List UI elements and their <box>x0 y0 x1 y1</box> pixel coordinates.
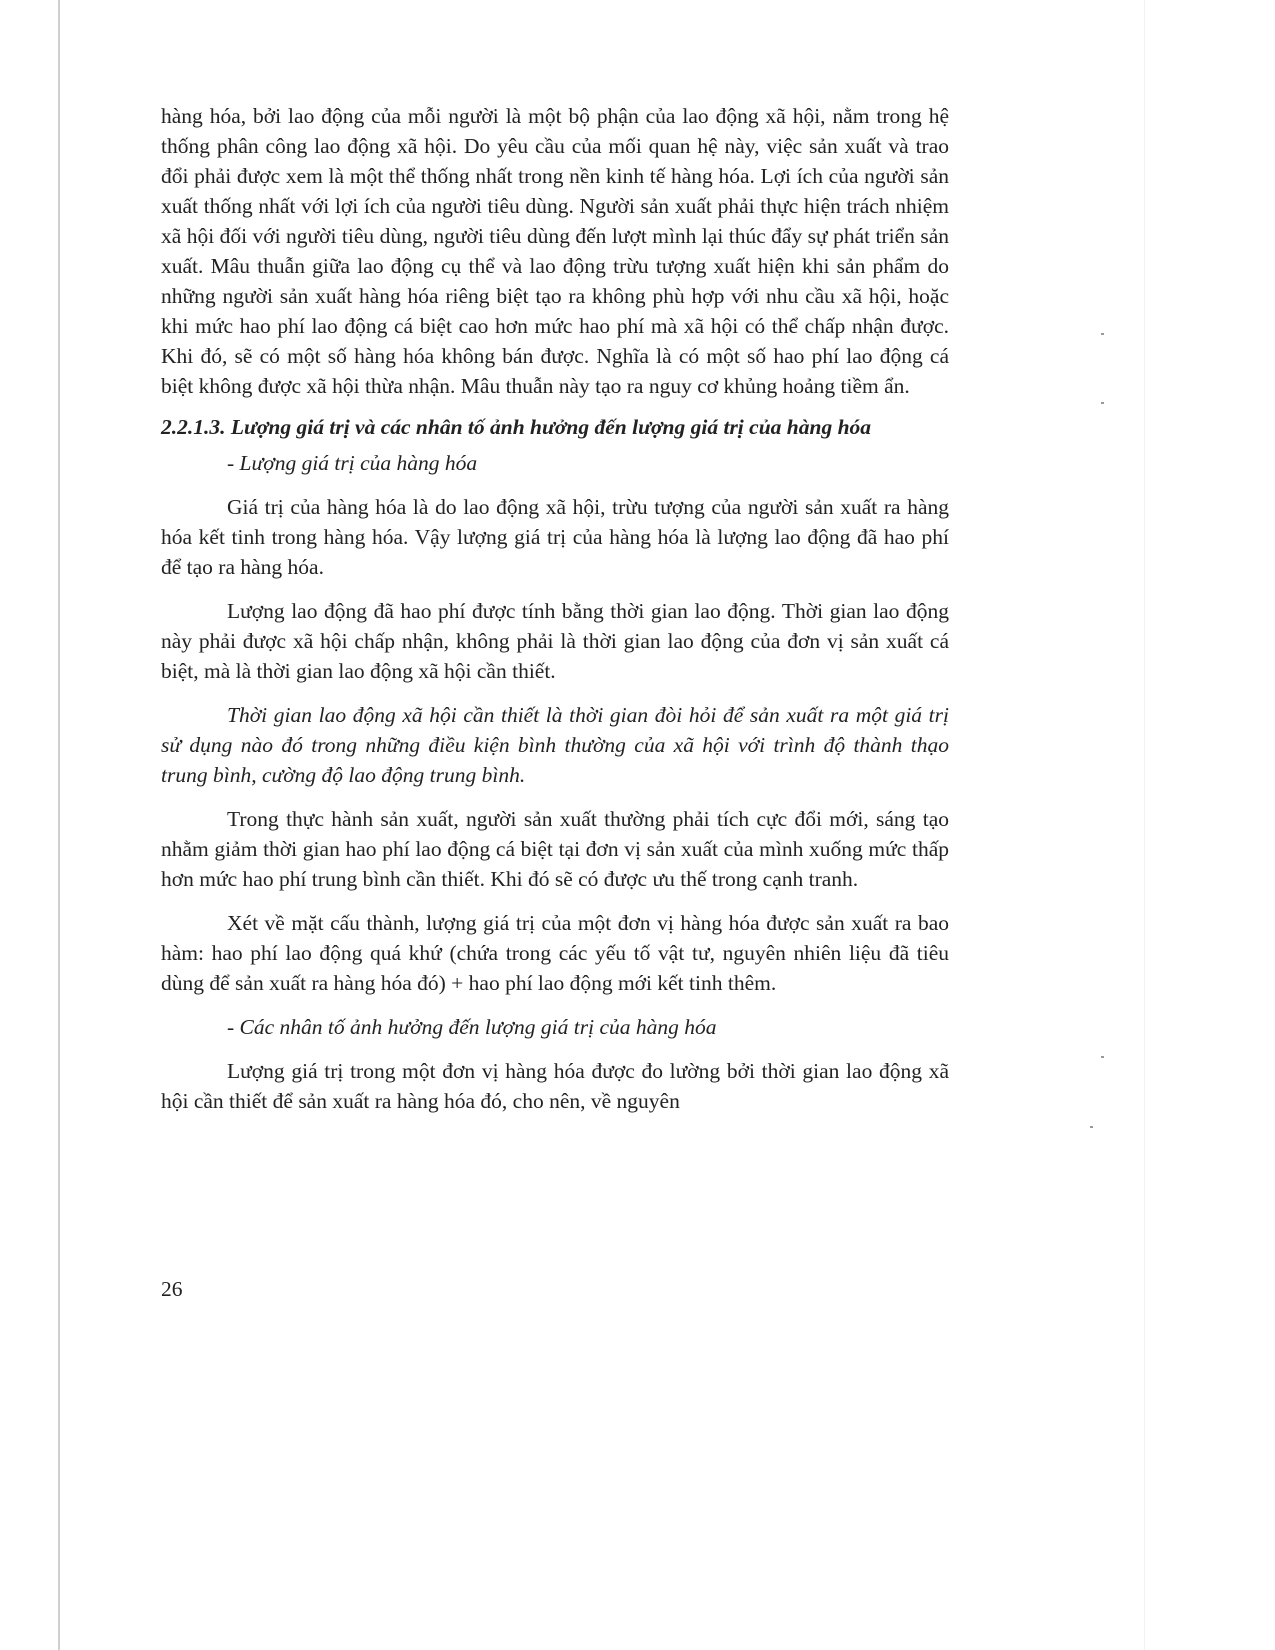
scan-speck <box>1101 402 1104 404</box>
paragraph-labor-time: Lượng lao động đã hao phí được tính bằng thời gian lao động. Thời gian lao động này phải được xã hội chấp nhận, không phải là thời gian lao động của đơn vị sản xuất cá biệt, mà là thời gian lao động xã hội cần thiết. <box>161 599 949 683</box>
scan-speck <box>1101 333 1104 335</box>
paragraph-value-definition: Giá trị của hàng hóa là do lao động xã hội, trừu tượng của người sản xuất ra hàng hóa kết tinh trong hàng hóa. Vậy lượng giá trị của hàng hóa là lượng lao động đã hao phí để tạo ra hàng hóa. <box>161 495 949 579</box>
page-number: 26 <box>161 1277 183 1301</box>
scan-speck <box>1090 1126 1093 1128</box>
paragraph-measurement: Lượng giá trị trong một đơn vị hàng hóa được đo lường bởi thời gian lao động xã hội cần thiết để sản xuất ra hàng hóa đó, cho nên, về nguyên <box>161 1059 949 1113</box>
subheading-factors: - Các nhân tố ảnh hưởng đến lượng giá trị của hàng hóa <box>227 1015 717 1039</box>
subheading-value-amount: - Lượng giá trị của hàng hóa <box>227 451 478 475</box>
paragraph-definition-italic: Thời gian lao động xã hội cần thiết là thời gian đòi hỏi để sản xuất ra một giá trị sử dụng nào đó trong những điều kiện bình thường của xã hội với trình độ thành thạo trung bình, cường độ lao động trung bình. <box>161 703 949 787</box>
scan-page-edge <box>58 0 60 1650</box>
paragraph-composition: Xét về mặt cấu thành, lượng giá trị của một đơn vị hàng hóa được sản xuất ra bao hàm: hao phí lao động quá khứ (chứa trong các yếu tố vật tư, nguyên nhiên liệu đã tiêu dùng để sản xuất ra hàng hóa đó) + hao phí lao động mới kết tinh thêm. <box>161 911 949 995</box>
paragraph-innovation: Trong thực hành sản xuất, người sản xuất thường phải tích cực đổi mới, sáng tạo nhằm giảm thời gian hao phí lao động cá biệt tại đơn vị sản xuất của mình xuống mức thấp hơn mức hao phí trung bình cần thiết. Khi đó sẽ có được ưu thế trong cạnh tranh. <box>161 807 949 891</box>
section-heading: 2.2.1.3. Lượng giá trị và các nhân tố ảnh hưởng đến lượng giá trị của hàng hóa <box>161 415 872 439</box>
document-body <box>161 101 949 1130</box>
scan-speck <box>1101 1056 1104 1058</box>
paragraph-continuation: hàng hóa, bởi lao động của mỗi người là một bộ phận của lao động xã hội, nằm trong hệ thống phân công lao động xã hội. Do yêu cầu của mối quan hệ này, việc sản xuất và trao đổi phải được xem là một thể thống nhất trong nền kinh tế hàng hóa. Lợi ích của người sản xuất thống nhất với lợi ích của người tiêu dùng. Người sản xuất phải thực hiện trách nhiệm xã hội đối với người tiêu dùng, người tiêu dùng đến lượt mình lại thúc đẩy sự phát triển sản xuất. Mâu thuẫn giữa lao động cụ thể và lao động trừu tượng xuất hiện khi sản phẩm do những người sản xuất hàng hóa riêng biệt tạo ra không phù hợp với nhu cầu xã hội, hoặc khi mức hao phí lao động cá biệt cao hơn mức hao phí mà xã hội có thể chấp nhận được. Khi đó, sẽ có một số hàng hóa không bán được. Nghĩa là có một số hao phí lao động cá biệt không được xã hội thừa nhận. Mâu thuẫn này tạo ra nguy cơ khủng hoảng tiềm ẩn. <box>161 104 949 398</box>
scan-bleed-edge <box>1144 0 1145 1650</box>
